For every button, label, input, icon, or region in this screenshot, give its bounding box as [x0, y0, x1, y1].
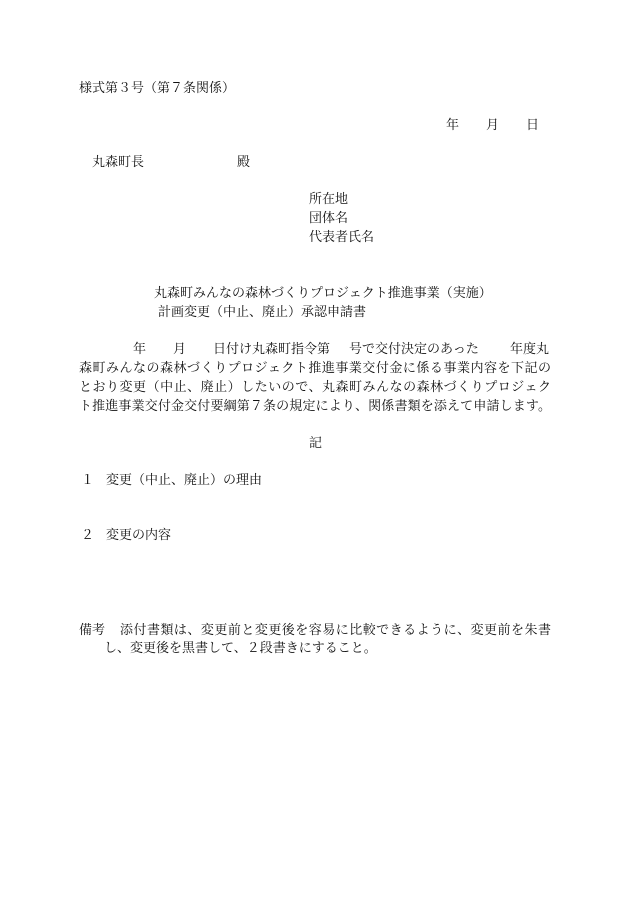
date-day: 日: [526, 118, 540, 133]
body-text-3: 年度丸: [510, 342, 550, 357]
address-label: 所在地: [309, 192, 349, 207]
body-month: 月: [173, 342, 187, 357]
body-year: 年: [133, 342, 147, 357]
title-line-1: 丸森町みんなの森林づくりプロジェクト推進事業（実施）: [154, 286, 492, 301]
body-line-3: とおり変更（中止、廃止）したいので、丸森町みんなの森林づくりプロジェク: [79, 380, 551, 395]
item-text: 変更の内容: [106, 528, 172, 543]
item-number: ２: [81, 528, 95, 543]
form-number: 様式第３号（第７条関係）: [79, 81, 236, 96]
date-year: 年: [446, 118, 460, 133]
body-text-1: 日付け丸森町指令第: [213, 342, 331, 357]
addressee-honorific: 殿: [237, 155, 251, 170]
note-label: 備考: [79, 623, 106, 638]
body-text-2: 号で交付決定のあった: [349, 342, 479, 357]
representative-label: 代表者氏名: [309, 230, 375, 245]
item-number: １: [81, 473, 95, 488]
note-line-2: し、変更後を黒書して、２段書きにすること。: [104, 641, 377, 656]
date-month: 月: [486, 118, 500, 133]
addressee-name: 丸森町長: [92, 155, 145, 170]
note-line-1: 添付書類は、変更前と変更後を容易に比較できるように、変更前を朱書: [120, 623, 551, 638]
body-line-2: 森町みんなの森林づくりプロジェクト推進事業交付金に係る事業内容を下記の: [79, 361, 551, 376]
body-line-4: ト推進事業交付金交付要綱第７条の規定により、関係書類を添えて申請します。: [79, 399, 551, 414]
title-line-2: 計画変更（中止、廃止）承認申請書: [158, 305, 367, 320]
ki-heading: 記: [309, 436, 323, 451]
item-text: 変更（中止、廃止）の理由: [106, 473, 263, 488]
group-label: 団体名: [309, 211, 349, 226]
